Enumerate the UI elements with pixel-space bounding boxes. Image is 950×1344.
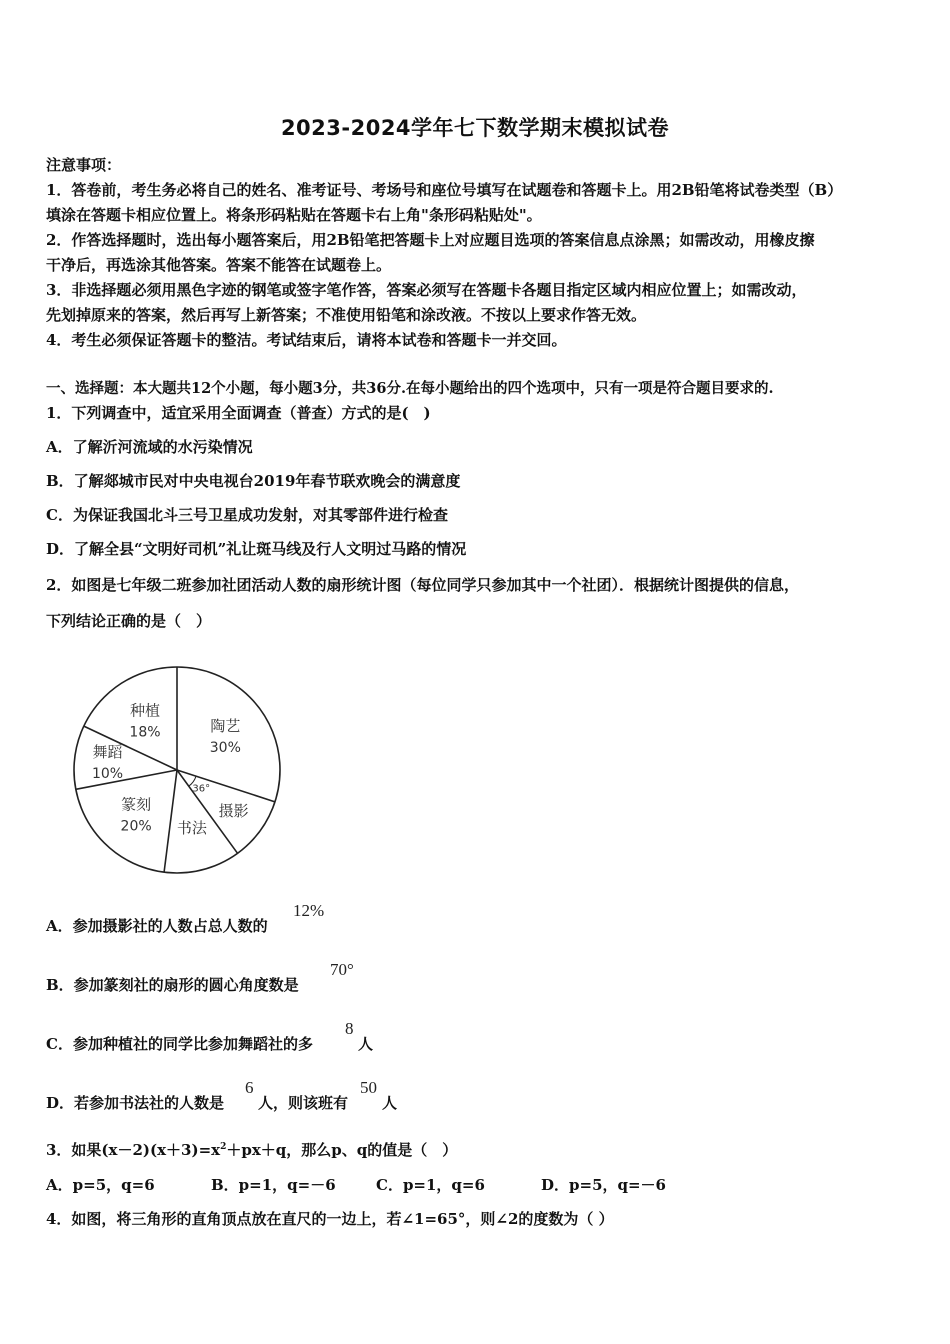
notice-line: 1．答卷前，考生务必将自己的姓名、准考证号、考场号和座位号填写在试题卷和答题卡上。用2B铅笔将试卷类型（B） <box>46 181 843 199</box>
notice-line: 干净后，再选涂其他答案。答案不能答在试题卷上。 <box>46 256 392 274</box>
notice-line: 填涂在答题卡相应位置上。将条形码粘贴在答题卡右上角"条形码粘贴处"。 <box>46 206 542 224</box>
pie-slice-percent: 20% <box>120 818 152 835</box>
q2-stem-cont: 下列结论正确的是（ ） <box>46 612 212 630</box>
q2-option-b-value: 70° <box>330 960 354 979</box>
q3-option-d: D．p=5，q=－6 <box>541 1176 666 1194</box>
q2-option-c-tail: 人 <box>358 1035 374 1053</box>
q2-option-c-value: 8 <box>345 1019 354 1038</box>
notice-line: 4．考生必须保证答题卡的整洁。考试结束后，请将本试卷和答题卡一并交回。 <box>46 331 567 349</box>
q2-option-a <box>46 915 268 936</box>
q2-stem: 2．如图是七年级二班参加社团活动人数的扇形统计图（每位同学只参加其中一个社团）．根据统计图提供的信息， <box>46 576 799 594</box>
pie-chart <box>62 656 292 886</box>
q2-option-c <box>46 1033 313 1054</box>
notice-line: 3．非选择题必须用黑色字迹的钢笔或签字笔作答，答案必须写在答题卡各题目指定区域内相应位置上；如需改动， <box>46 281 807 299</box>
pie-slice-name: 舞蹈 <box>92 743 123 762</box>
q2-option-d-value2: 50 <box>360 1078 377 1097</box>
q2-option-d <box>46 1092 224 1113</box>
q3-stem <box>46 1139 457 1160</box>
q3-stem-b: ＋px＋q，那么p、q的值是（ ） <box>226 1141 458 1159</box>
pie-slice-percent: 10% <box>91 766 124 783</box>
q2-option-d-value: 6 <box>245 1078 254 1097</box>
q3-exponent: 2 <box>220 1142 227 1152</box>
notice-heading: 注意事项： <box>46 156 122 174</box>
q2-option-b <box>46 974 299 995</box>
pie-slice-percent: 18% <box>129 724 161 741</box>
q3-stem-a: 3．如果(x－2)(x＋3)=x <box>46 1141 221 1159</box>
q2-option-b-text: B．参加篆刻社的扇形的圆心角度数是 <box>46 976 299 994</box>
pie-slice-name: 篆刻 <box>121 795 152 814</box>
q1-stem: 1．下列调查中，适宜采用全面调查（普查）方式的是( ) <box>46 404 431 422</box>
q2-option-d-mid: 人，则该班有 <box>258 1094 349 1112</box>
q2-option-c-text: C．参加种植社的同学比参加舞蹈社的多 <box>46 1035 313 1053</box>
angle-label: 36° <box>192 783 211 795</box>
pie-slice-name: 陶艺 <box>210 716 241 735</box>
pie-slice-name: 摄影 <box>218 802 249 821</box>
q3-option-b: B．p=1，q=－6 <box>211 1176 336 1194</box>
q1-option-a: A．了解沂河流域的水污染情况 <box>46 438 253 456</box>
pie-slice-name: 书法 <box>176 818 207 837</box>
q1-option-b: B．了解郯城市民对中央电视台2019年春节联欢晚会的满意度 <box>46 472 461 490</box>
q1-option-d: D．了解全县“文明好司机”礼让斑马线及行人文明过马路的情况 <box>46 540 467 558</box>
q1-option-c: C．为保证我国北斗三号卫星成功发射，对其零部件进行检查 <box>46 506 448 524</box>
notice-line: 先划掉原来的答案，然后再写上新答案；不准使用铅笔和涂改液。不按以上要求作答无效。 <box>46 306 647 324</box>
notice-line: 2．作答选择题时，选出每小题答案后，用2B铅笔把答题卡上对应题目选项的答案信息点涂黑；如需改动，用橡皮擦 <box>46 231 815 249</box>
page-title: 2023-2024学年七下数学期末模拟试卷 <box>280 116 670 140</box>
section-heading: 一、选择题：本大题共12个小题，每小题3分，共36分.在每小题给出的四个选项中，只有一项是符合题目要求的. <box>46 380 774 397</box>
q4-stem: 4．如图，将三角形的直角顶点放在直尺的一边上，若∠1=65°，则∠2的度数为（ ） <box>46 1210 614 1228</box>
q3-option-a: A．p=5，q=6 <box>46 1176 155 1194</box>
pie-slice-name: 种植 <box>129 701 160 720</box>
pie-slice-percent: 30% <box>209 739 241 756</box>
q2-option-a-value: 12% <box>293 901 325 920</box>
q3-option-c: C．p=1，q=6 <box>376 1176 485 1194</box>
q2-option-d-tail: 人 <box>382 1094 398 1112</box>
q2-option-a-text: A．参加摄影社的人数占总人数的 <box>46 917 268 935</box>
q2-option-d-text: D．若参加书法社的人数是 <box>46 1094 225 1112</box>
